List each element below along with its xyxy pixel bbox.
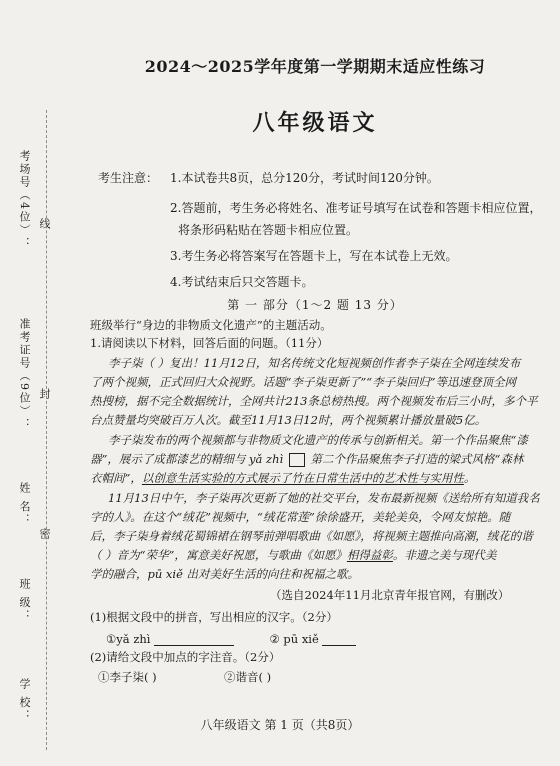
sub2-b: ②谐音( ) [223, 670, 272, 684]
name-label: 姓 名： [18, 482, 31, 527]
notes-label: 考生注意： [98, 171, 159, 185]
line-mark: 线 [38, 218, 51, 231]
school-label: 学 校： [18, 678, 31, 723]
sub1-b-blank[interactable] [322, 645, 356, 646]
passage-p2-line1: 李子柒发布的两个视频都与非物质文化遗产的传承与创新相关。第一个作品聚焦“漆 [108, 433, 528, 447]
seal-mark: 封 [38, 388, 51, 401]
passage-p2-line2 [90, 452, 540, 467]
sub-question-1-answers [106, 632, 556, 646]
underlined-sentence: 以创意生活实验的方式展示了竹在日常生活中的艺术性与实用性 [141, 471, 464, 485]
source-note: （选自2024年11月北京青年报官网，有删改） [270, 588, 510, 602]
sub1-a-label: ①yǎ zhì [106, 632, 151, 646]
passage-p1-line4: 台点赞量均突破百万人次。截至11月13日12时，两个视频累计播放量破5亿。 [90, 413, 487, 427]
exam-room-number-label: 考场号（4位）： [18, 150, 31, 250]
part-title: 第 一 部分（1～2 题 13 分） [227, 298, 403, 312]
question-1: 1.请阅读以下材料，回答后面的问题。（11分） [90, 336, 329, 350]
sub1-a-blank[interactable] [154, 645, 234, 646]
passage-p2-line2-b: 第二个作品聚焦李子打造的梁式风格“森林 [310, 452, 524, 466]
note-1: 1.本试卷共8页，总分120分，考试时间120分钟。 [170, 171, 439, 185]
passage-p3-line2: 字的人》。在这个“绒花”视频中，“绒花常莲”徐徐盛开，美轮美奂，令网友惊艳。随 [90, 510, 511, 524]
note-4: 4.考试结束后只交答题卡。 [170, 275, 314, 289]
underlined-idiom: 相得益彰 [346, 548, 393, 562]
page-footer: 八年级语文 第 1 页（共8页） [200, 718, 360, 732]
passage-p2-line3 [90, 471, 540, 485]
passage-p2-line3-c: 。 [463, 471, 476, 485]
close-mark: 密 [38, 528, 51, 541]
passage-p1-line3: 热搜榜，据不完全数据统计，全网共计213条总榜热搜。两个视频发布后三小时，多个平 [90, 394, 538, 408]
sub-question-2: (2)请给文段中加点的字注音。（2分） [90, 650, 281, 664]
note-2-cont: 将条形码粘贴在答题卡相应位置。 [178, 223, 359, 237]
sub-question-1: (1)根据文段中的拼音，写出相应的汉字。（2分） [90, 610, 338, 624]
passage-p3-line4 [90, 548, 540, 562]
admission-ticket-label: 准考证号（9位）： [18, 318, 31, 431]
class-label: 班 级： [18, 578, 31, 623]
note-2: 2.答题前，考生务必将姓名、准考证号填写在试卷和答题卡相应位置， [170, 201, 542, 215]
passage-p3-line1: 11月13日中午，李子柒再次更新了她的社交平台，发布最新视频《送给所有知道我名 [108, 491, 540, 505]
answer-box [289, 453, 305, 467]
passage-p3-line4-c: 。非遗之美与现代美 [392, 548, 497, 562]
note-3: 3.考生务必将答案写在答题卡上，写在本试卷上无效。 [170, 249, 458, 263]
activity-intro: 班级举行“身边的非物质文化遗产”的主题活动。 [90, 318, 332, 332]
sub1-b-label: ② pū xiě [269, 632, 319, 646]
passage-p2-line3-a: 衣帽间”， [90, 471, 142, 485]
binding-strip [12, 110, 51, 750]
binding-dashed-line [46, 110, 47, 750]
passage-p3-line5: 学的融合，pū xiě 出对美好生活的向往和祝福之歌。 [90, 567, 360, 581]
passage-p3-line3: 后，李子柒身着绒花蜀锦裙在钢琴前弹唱歌曲《如愿》，将视频主题推向高潮，绒花的谐 [90, 529, 533, 543]
sub2-a: ①李子柒( ) [98, 670, 157, 684]
passage-p2-line2-a: 器”，展示了成都漆艺的精细与 yǎ zhì [90, 452, 284, 466]
passage-p1-line2: 了两个视频，正式回归大众视野。话题“李子柒更新了”“李子柒回归”等迅速登顶全网 [90, 375, 517, 389]
exam-title: 2024～2025学年度第一学期期末适应性练习 [144, 57, 486, 76]
sub-question-2-answers [98, 670, 548, 684]
passage-p1-line1: 李子柒（ ）复出！11月12日，知名传统文化短视频创作者李子柒在全网连续发布 [108, 356, 521, 370]
subject-title: 八年级语文 [252, 110, 378, 136]
passage-p3-line4-a: （ ）音为“荣华”，寓意美好祝愿，与歌曲《如愿》 [90, 548, 347, 562]
